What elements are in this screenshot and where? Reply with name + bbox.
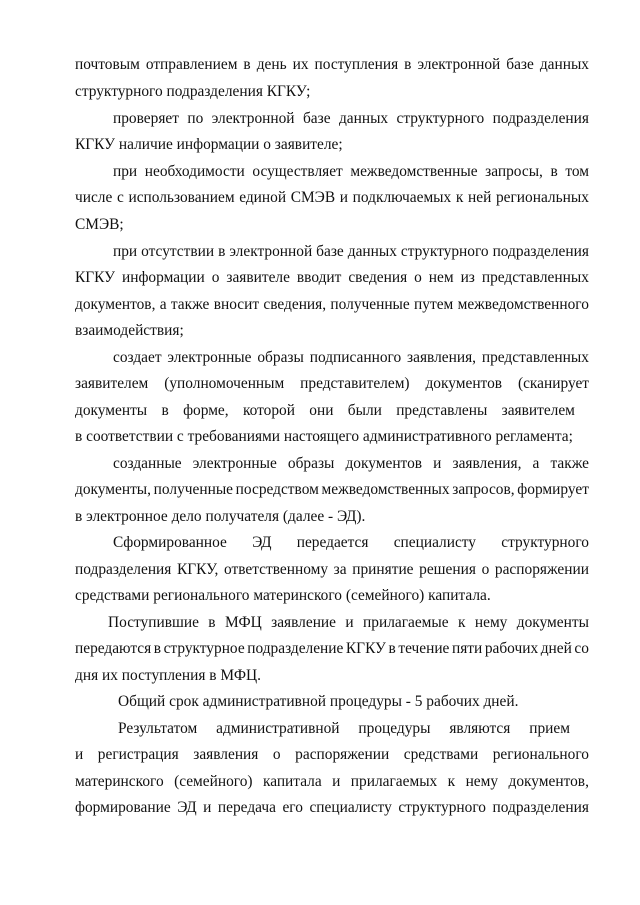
word: по	[187, 110, 204, 127]
word: (сканирует	[517, 375, 589, 392]
word: рабочих	[484, 640, 539, 657]
word: числе	[75, 189, 113, 206]
word: прилагаемые	[363, 614, 449, 631]
word: решения	[419, 561, 476, 578]
word: распоряжении	[494, 561, 589, 578]
word: передается	[296, 534, 369, 551]
text-line: взаимодействия;	[75, 322, 184, 339]
text-line	[108, 615, 589, 630]
word: в	[404, 56, 412, 73]
word: в	[550, 163, 558, 180]
word: и	[332, 773, 341, 790]
word: подразделения	[75, 561, 172, 578]
word: они	[309, 402, 334, 419]
word: поступления	[314, 56, 399, 73]
word: также	[550, 455, 589, 472]
word: отправлением	[145, 56, 238, 73]
word: в	[218, 243, 226, 260]
word: региональных	[495, 189, 589, 206]
word: созданные	[113, 455, 182, 472]
text-line	[75, 297, 589, 312]
word: документов,	[75, 296, 156, 313]
word: процедуры	[358, 720, 431, 737]
word: средствами	[403, 746, 479, 763]
text-line: СМЭВ;	[75, 216, 124, 233]
word: прием	[529, 720, 570, 737]
word: течение	[398, 640, 450, 657]
word: специалисту	[309, 799, 392, 816]
word: документов	[345, 455, 423, 472]
word: подразделения	[492, 110, 589, 127]
word: представленных	[481, 269, 589, 286]
word: документов	[425, 375, 503, 392]
word: документы	[516, 614, 589, 631]
text-line: в электронное дело получателя (далее - ЭД).	[75, 508, 366, 525]
word: при	[113, 243, 138, 260]
word: образы	[287, 455, 335, 472]
word: документов,	[508, 773, 589, 790]
word: запросы,	[485, 163, 543, 180]
word: к	[455, 189, 464, 206]
word: специалисту	[393, 534, 477, 551]
word: информации	[121, 269, 205, 286]
word: дней	[540, 640, 572, 657]
word: электронной	[211, 110, 295, 127]
word: МФЦ	[224, 614, 262, 631]
word: ответственному	[224, 561, 329, 578]
text-line	[75, 190, 589, 205]
word: базе	[302, 110, 331, 127]
word: ней	[468, 189, 492, 206]
word: о	[211, 269, 220, 286]
text-line	[118, 721, 570, 736]
word: структурного	[501, 534, 589, 551]
word: в	[208, 614, 216, 631]
text-line	[75, 774, 589, 789]
word: вводит	[296, 269, 342, 286]
word: проверяет	[113, 110, 179, 127]
word: заявителем	[501, 402, 575, 419]
word: межведомственных	[321, 481, 450, 498]
word: заявления,	[407, 349, 476, 366]
text-line	[75, 747, 589, 762]
word: представленных	[481, 349, 589, 366]
word: КГКУ	[345, 640, 386, 657]
word: электронной	[229, 243, 313, 260]
word: являются	[449, 720, 511, 737]
word: структурного	[398, 799, 486, 816]
word: данных	[338, 110, 389, 127]
word: передача	[217, 799, 276, 816]
word: единой	[239, 189, 287, 206]
word: электронные	[192, 455, 277, 472]
word: (семейного)	[174, 773, 253, 790]
word: заявителем	[75, 375, 149, 392]
word: электронные	[167, 349, 252, 366]
text-line	[113, 244, 589, 259]
word: капитала	[262, 773, 322, 790]
word: заявителе	[226, 269, 290, 286]
word: прилагаемых	[350, 773, 438, 790]
word: передаются	[75, 640, 152, 657]
word: нем	[428, 269, 454, 286]
word: и	[433, 455, 442, 472]
word: заявление	[271, 614, 336, 631]
word: за	[333, 561, 347, 578]
word: в	[161, 402, 169, 419]
word: принятие	[352, 561, 414, 578]
word: также	[170, 296, 210, 313]
word: и	[203, 799, 212, 816]
word: а	[532, 455, 540, 472]
word: и	[339, 189, 349, 206]
word: о	[272, 746, 281, 763]
text-line: Общий срок административной процедуры - 5 рабочих дней.	[118, 693, 519, 710]
word: и	[345, 614, 354, 631]
word: посредством	[235, 481, 319, 498]
word: полученные	[153, 481, 233, 498]
word: административной	[216, 720, 340, 737]
text-line	[75, 641, 589, 656]
word: полученные	[330, 296, 410, 313]
word: к	[458, 614, 466, 631]
text-line: структурного подразделения КГКУ;	[75, 83, 311, 100]
word: электронной	[417, 56, 501, 73]
word: данных	[539, 56, 589, 73]
word: путем	[414, 296, 454, 313]
text-line	[75, 270, 589, 285]
word: структурного	[400, 243, 489, 260]
word: КГКУ	[75, 269, 116, 286]
word: регистрация	[97, 746, 179, 763]
word: подразделения	[492, 243, 589, 260]
word: о	[481, 561, 490, 578]
word: СМЭВ	[290, 189, 336, 206]
word: сведения,	[263, 296, 327, 313]
word: о	[414, 269, 422, 286]
word: ЭД	[177, 799, 197, 816]
word: в	[243, 56, 251, 73]
text-line	[113, 456, 589, 471]
word: заявления	[193, 746, 259, 763]
word: запросов,	[452, 481, 515, 498]
word: структурное	[163, 640, 245, 657]
word: КГКУ,	[177, 561, 219, 578]
text-line	[75, 57, 589, 72]
word: осуществляет	[252, 163, 343, 180]
word: были	[347, 402, 382, 419]
word: вносит	[213, 296, 260, 313]
word: Результатом	[118, 720, 198, 737]
word: Поступившие	[108, 614, 199, 631]
word: со	[574, 640, 589, 657]
word: образы	[257, 349, 304, 366]
word: к	[447, 773, 456, 790]
word: (уполномоченным	[164, 375, 285, 392]
text-line: дня их поступления в МФЦ.	[75, 667, 262, 684]
word: представлены	[396, 402, 488, 419]
text-line: в соответствии с требованиями настоящего административного регламента;	[75, 428, 573, 445]
text-line: средствами регионального материнского (семейного) капитала.	[75, 587, 491, 604]
word: структурного	[396, 110, 485, 127]
word: нему	[474, 614, 508, 631]
word: формирование	[75, 799, 171, 816]
word: форме,	[183, 402, 229, 419]
text-line	[75, 562, 589, 577]
word: базе	[316, 243, 344, 260]
word: в	[388, 640, 396, 657]
word: использованием	[128, 189, 235, 206]
word: и	[75, 746, 84, 763]
word: ЭД	[252, 534, 272, 551]
word: которой	[242, 402, 295, 419]
text-line: КГКУ наличие информации о заявителе;	[75, 136, 343, 153]
word: пяти	[451, 640, 483, 657]
word: распоряжении	[295, 746, 390, 763]
word: данных	[347, 243, 397, 260]
word: базе	[506, 56, 534, 73]
word: нему	[465, 773, 499, 790]
word: почтовым	[75, 56, 140, 73]
word: материнского	[75, 773, 164, 790]
text-line	[113, 535, 589, 550]
word: с	[116, 189, 124, 206]
word: подключаемых	[352, 189, 452, 206]
word: документы,	[75, 481, 151, 498]
word: межведомственного	[457, 296, 589, 313]
word: регионального	[492, 746, 589, 763]
word: создает	[113, 349, 162, 366]
word: заявления,	[452, 455, 522, 472]
text-line	[113, 111, 589, 126]
word: подразделения	[492, 799, 589, 816]
word: документы	[75, 402, 148, 419]
word: отсутствии	[141, 243, 215, 260]
word: из	[460, 269, 475, 286]
word: его	[282, 799, 303, 816]
word: при	[113, 163, 138, 180]
word: формирует	[517, 481, 589, 498]
word: а	[159, 296, 167, 313]
word: сведения	[348, 269, 408, 286]
word: том	[565, 163, 589, 180]
text-line	[113, 164, 589, 179]
text-line	[75, 403, 575, 418]
word: их	[292, 56, 309, 73]
word: необходимости	[144, 163, 245, 180]
word: представителем)	[300, 375, 410, 392]
word: подразделение	[247, 640, 344, 657]
word: межведомственные	[350, 163, 478, 180]
text-line	[75, 800, 589, 815]
text-line	[113, 350, 589, 365]
text-line	[75, 376, 589, 391]
word: подписанного	[309, 349, 402, 366]
word: день	[256, 56, 287, 73]
text-line	[75, 482, 589, 497]
word: Сформированное	[113, 534, 227, 551]
word: в	[153, 640, 162, 657]
